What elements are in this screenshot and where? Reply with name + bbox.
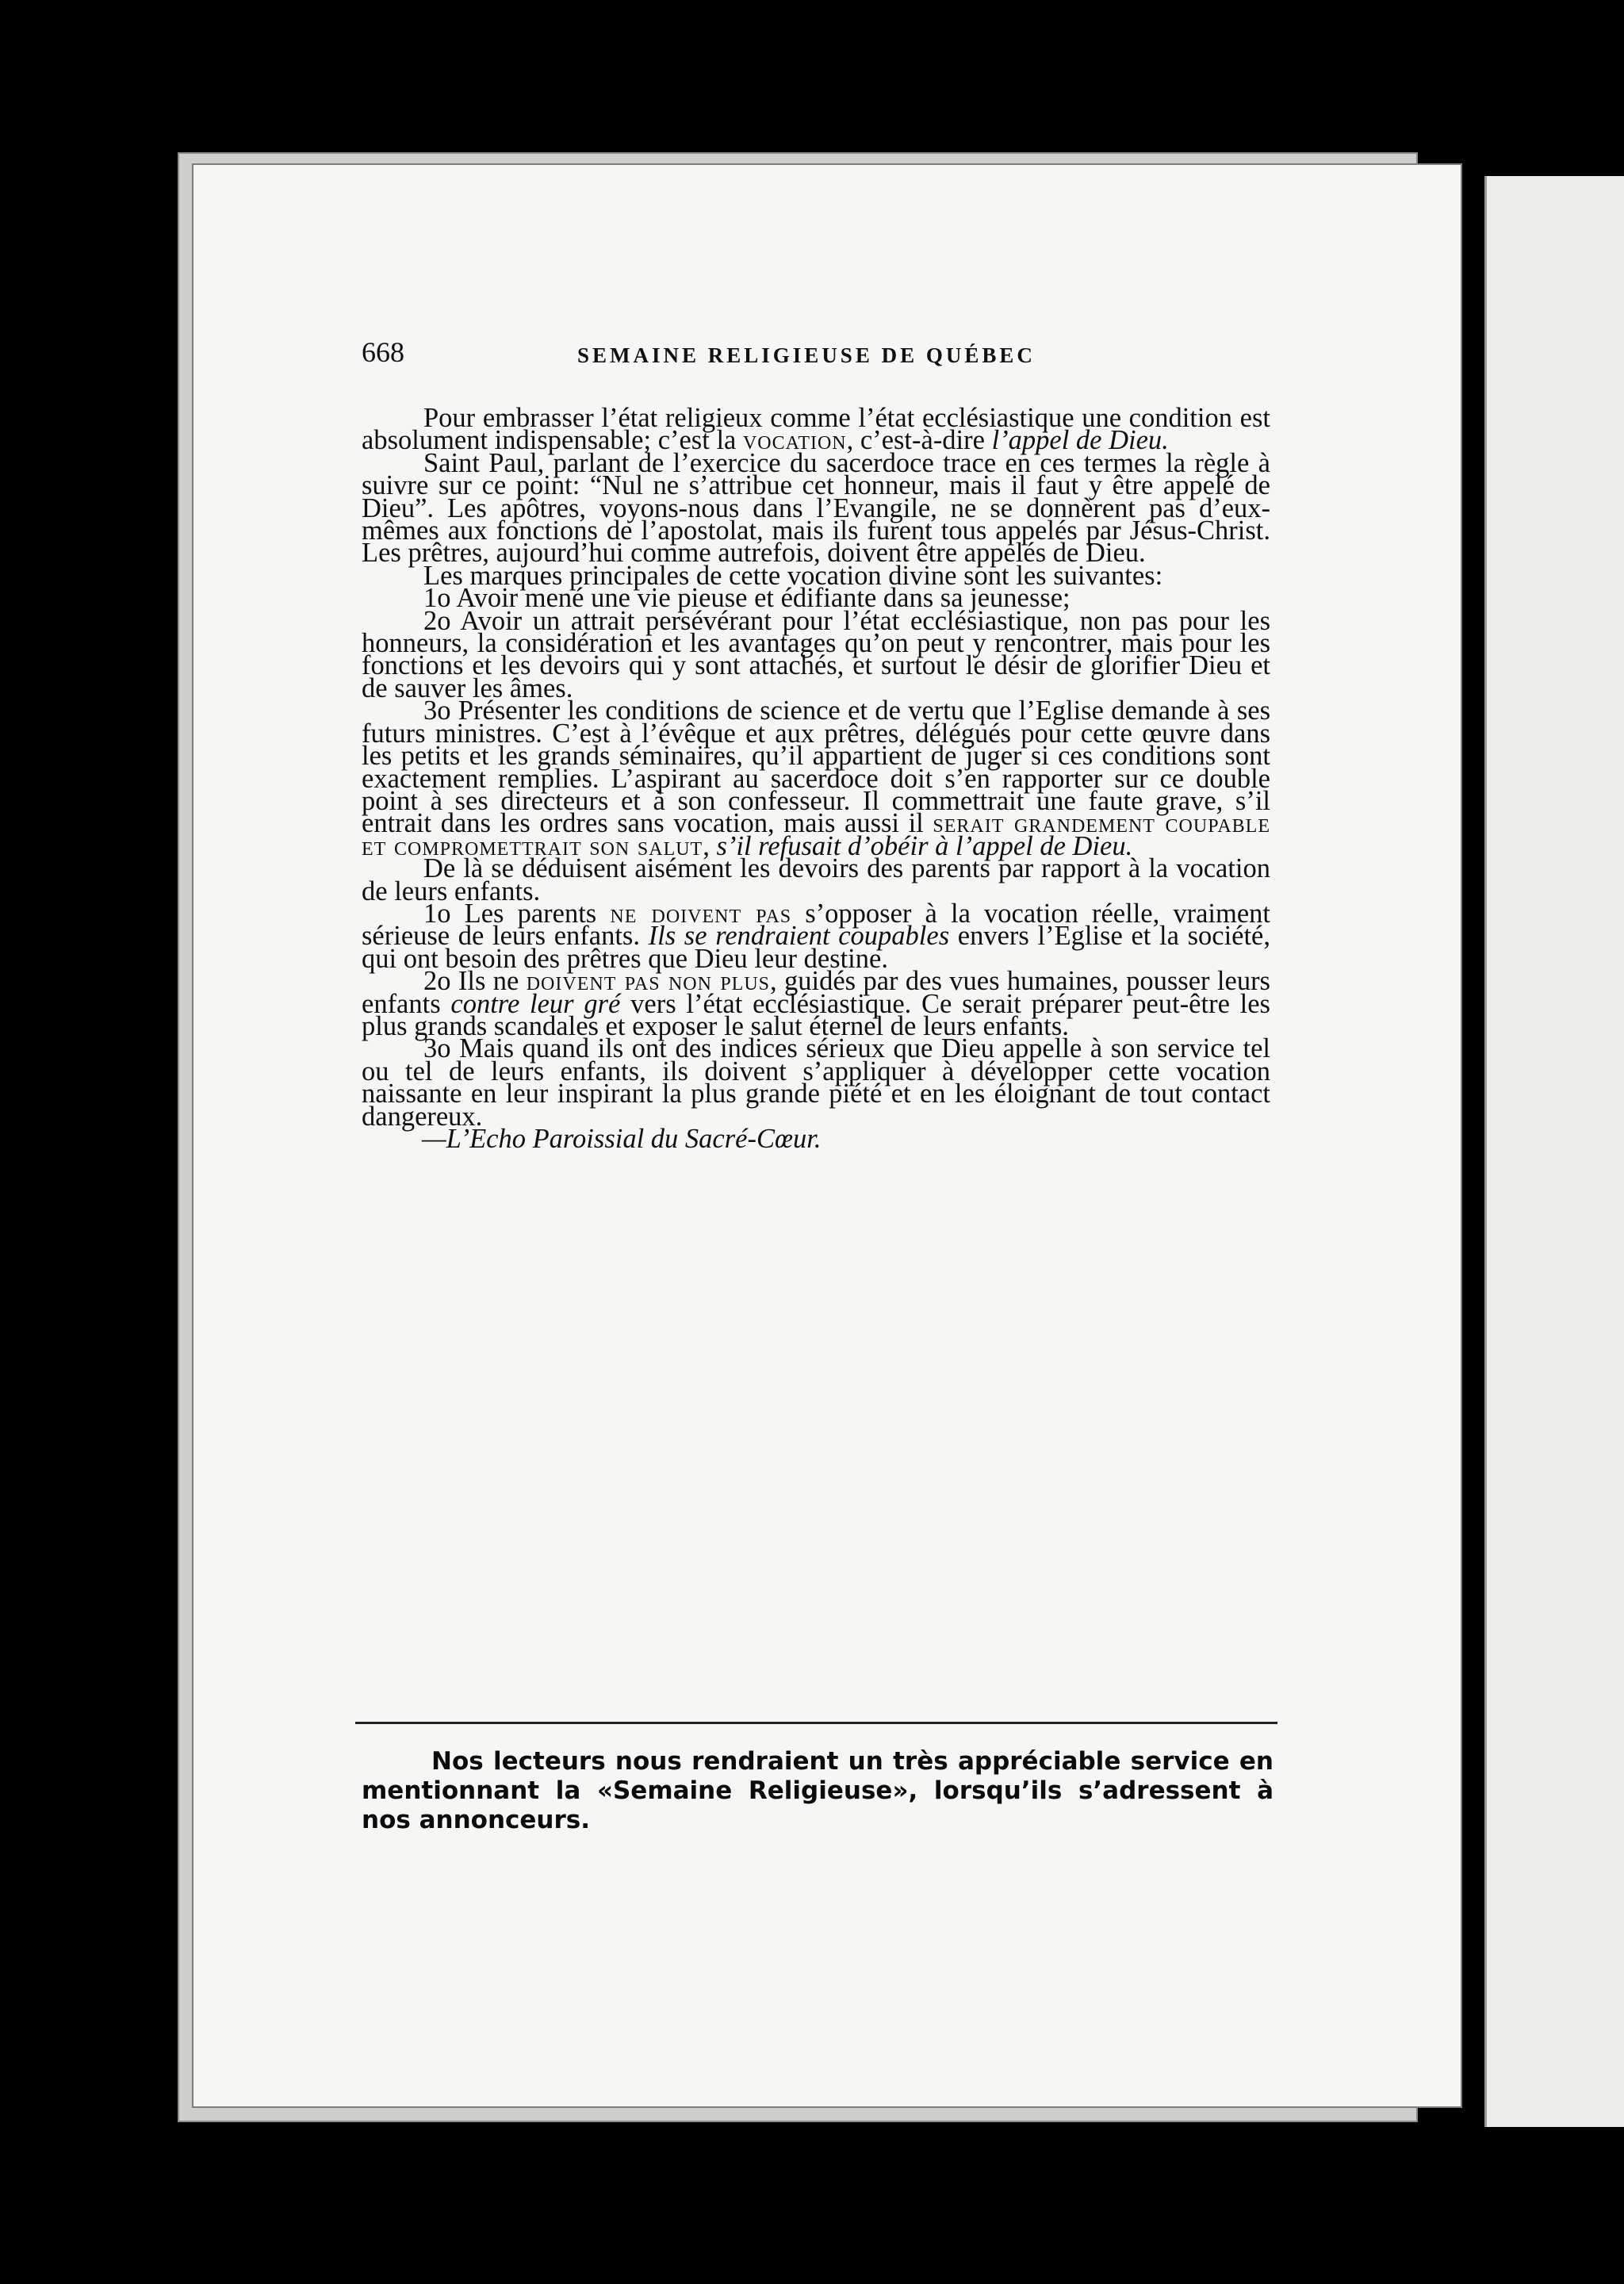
- small-caps-run: vocation: [742, 425, 847, 456]
- small-caps-run: doivent pas non plus: [526, 966, 771, 997]
- italic-run: s’il refusait d’obéir à l’appel de Dieu.: [716, 830, 1133, 861]
- italic-run: Ils se rendraient coupables: [648, 921, 950, 952]
- text-run: ,: [703, 830, 717, 861]
- list-item: [362, 898, 1270, 974]
- text-run: 3o Présenter les conditions de science et de vertu que l’Eglise demande à ses futurs ministres. C’est à l’évêque et aux prêtres, délégués pour cette œuvre dans les petits et les grands séminaires, qu’il appartient de juger si ces conditions sont exactement remplies. L’aspirant au sacerdoce doit s’en rapporter sur ce double point à ses directeurs et à son confesseur. Il commettrait une faute grave, s’il entrait dans les ordres sans vocation, mais aussi il: [362, 696, 1270, 839]
- text-run: 1o Les parents: [423, 898, 611, 929]
- list-item: 3o Mais quand ils ont des indices sérieux que Dieu appelle à son service tel ou tel de leurs enfants, ils doivent s’appliquer à développer cette vocation naissante en leur inspirant la plus grande piété et en les éloignant de tout contact dangereux.: [362, 1033, 1270, 1132]
- paragraph: De là se déduisent aisément les devoirs des parents par rapport à la vocation de leurs enfants.: [362, 853, 1270, 906]
- adjacent-page: [1484, 176, 1624, 2127]
- text-run: vers l’état ecclésiastique. Ce serait préparer peut-être les plus grands scandales et exposer le salut éternel de leurs enfants.: [362, 988, 1270, 1041]
- list-item: 1o Avoir mené une vie pieuse et édifiante dans sa jeunesse;: [423, 583, 1071, 614]
- paragraph: [362, 403, 1270, 456]
- text-run: envers l’Eglise et la société, qui ont besoin des prêtres que Dieu leur destine.: [362, 921, 1270, 974]
- small-caps-run: ne doivent pas: [610, 898, 792, 929]
- article-body: [362, 403, 1270, 1154]
- advertiser-notice: [362, 1747, 1274, 1835]
- text-run: , guidés par des vues humaines, pousser leurs enfants: [362, 966, 1270, 1019]
- paragraph: Les marques principales de cette vocation divine sont les suivantes:: [423, 560, 1163, 591]
- separator-rule: [355, 1722, 1277, 1724]
- italic-run: l’appel de Dieu.: [991, 425, 1169, 456]
- paragraph: Saint Paul, parlant de l’exercice du sacerdoce trace en ces termes la règle à suivre sur ce point: “Nul ne s’attribue cet honneur, mais il faut y être appelé de Dieu”. Les apôtres, voyons-nous dans l’Evangile, ne se donnèrent pas d’eux-mêmes aux fonctions de l’apostolat, mais ils furent tous appelés par Jésus-Christ. Les prêtres, aujourd’hui comme autrefois, doivent être appelés de Dieu.: [362, 447, 1270, 569]
- book-page: [192, 163, 1462, 2108]
- text-run: 2o Ils ne: [423, 966, 527, 997]
- italic-run: contre leur gré: [450, 988, 621, 1019]
- text-run: Pour embrasser l’état religieux comme l’état ecclésiastique une condition est absolument indispensable; c’est la: [362, 403, 1270, 456]
- article-source: —L’Echo Paroissial du Sacré-Cœur.: [422, 1124, 822, 1154]
- page-number: 668: [362, 336, 404, 368]
- text-run: s’opposer à la vocation réelle, vraiment sérieuse de leurs enfants.: [362, 898, 1270, 952]
- list-item: [362, 696, 1270, 861]
- page-header: [362, 335, 1274, 375]
- running-title: SEMAINE RELIGIEUSE DE QUÉBEC: [577, 343, 1036, 367]
- small-caps-run: serait grandement coupable et compromettrait son salut: [362, 808, 1270, 861]
- list-item: [362, 966, 1270, 1041]
- text-run: , c’est-à-dire: [846, 425, 992, 456]
- notice-text: Nos lecteurs nous rendraient un très appréciable service en mentionnant la «Semaine Religieuse», lorsqu’ils s’adressent à nos annonceurs.: [362, 1747, 1274, 1834]
- list-item: 2o Avoir un attrait persévérant pour l’état ecclésiastique, non pas pour les honneurs, la considération et les avantages qu’on peut y rencontrer, mais pour les fonctions et les devoirs qui y sont attachés, et surtout le désir de glorifier Dieu et de sauver les âmes.: [362, 605, 1270, 703]
